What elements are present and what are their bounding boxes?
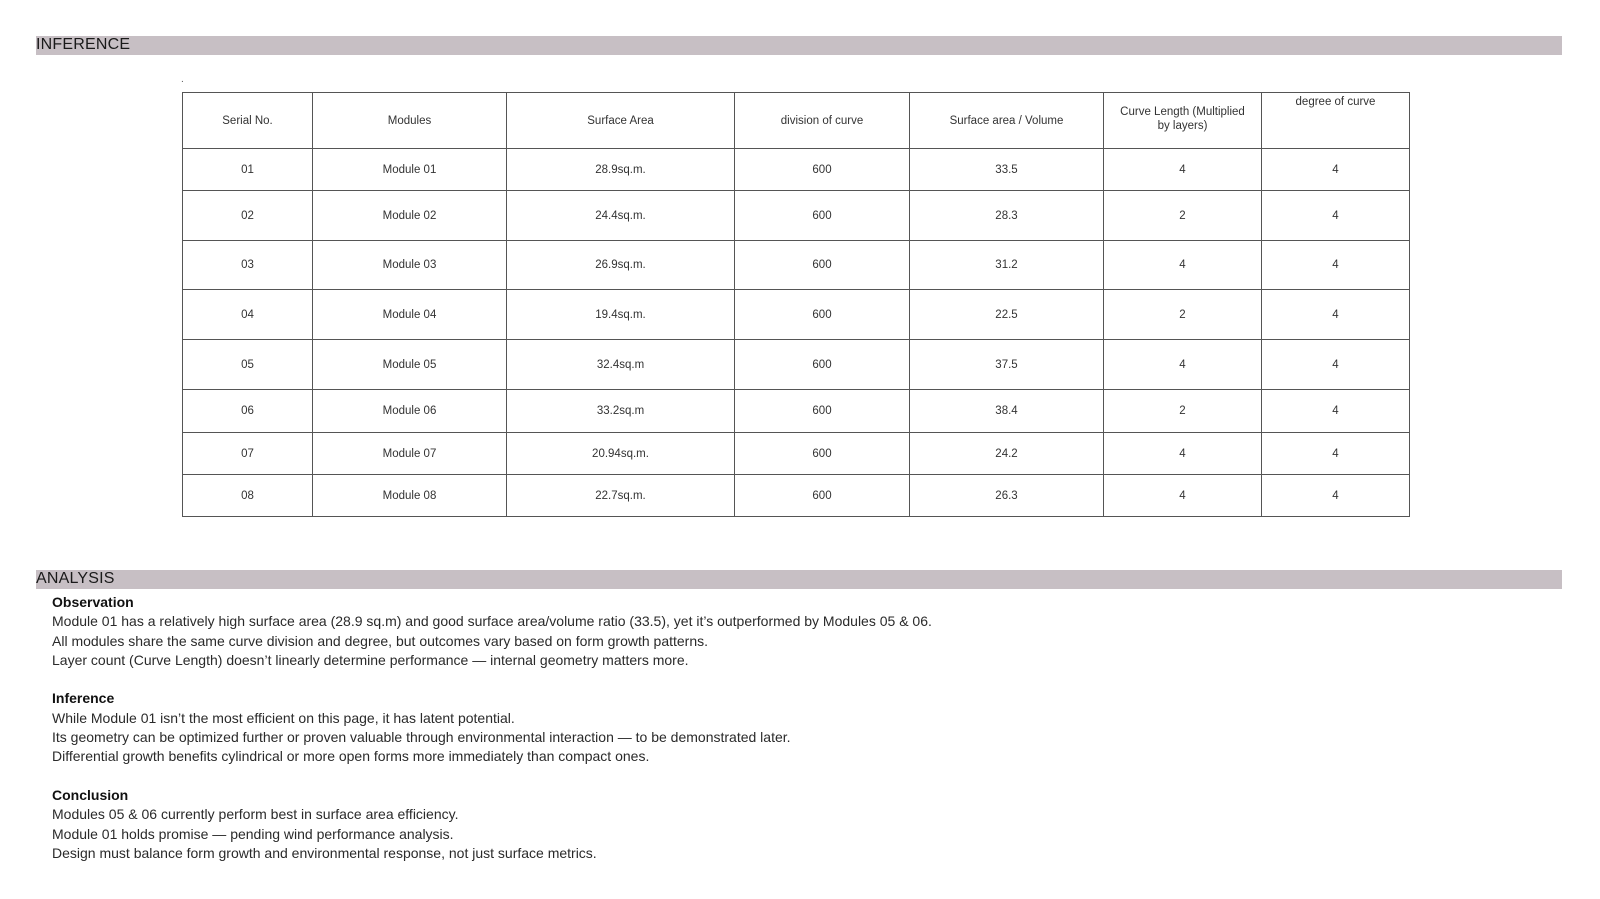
cell-division-of-curve: 600 xyxy=(735,390,910,433)
conclusion-line: Design must balance form growth and environmental response, not just surface metrics. xyxy=(52,844,597,861)
cell-surface-area: 24.4sq.m. xyxy=(507,191,735,241)
conclusion-heading: Conclusion xyxy=(52,786,129,803)
header-serial-no: Serial No. xyxy=(183,93,313,149)
cell-surface-area: 19.4sq.m. xyxy=(507,290,735,340)
cell-division-of-curve: 600 xyxy=(735,340,910,390)
cell-degree-of-curve: 4 xyxy=(1262,475,1410,517)
cell-module: Module 08 xyxy=(313,475,507,517)
header-division-of-curve: division of curve xyxy=(735,93,910,149)
cell-surface-area-volume: 38.4 xyxy=(910,390,1104,433)
cell-curve-length: 4 xyxy=(1104,475,1262,517)
table-row xyxy=(183,433,1410,475)
observation-line: Layer count (Curve Length) doesn’t linearly determine performance — internal geometry matters more. xyxy=(52,651,689,668)
analysis-section-bar xyxy=(36,570,1562,589)
header-curve-length: Curve Length (Multiplied by layers) xyxy=(1104,93,1262,149)
cell-degree-of-curve: 4 xyxy=(1262,390,1410,433)
cell-division-of-curve: 600 xyxy=(735,475,910,517)
table-row xyxy=(183,340,1410,390)
conclusion-block xyxy=(52,786,932,863)
cell-curve-length: 2 xyxy=(1104,290,1262,340)
cell-degree-of-curve: 4 xyxy=(1262,340,1410,390)
table-row xyxy=(183,241,1410,290)
cell-degree-of-curve: 4 xyxy=(1262,149,1410,191)
observation-line: Module 01 has a relatively high surface area (28.9 sq.m) and good surface area/volume ratio (33.5), yet it’s outperformed by Modules 05 & 06. xyxy=(52,613,932,630)
inference-line: Differential growth benefits cylindrical or more open forms more immediately than compact ones. xyxy=(52,748,650,765)
cell-degree-of-curve: 4 xyxy=(1262,433,1410,475)
header-surface-area-volume: Surface area / Volume xyxy=(910,93,1104,149)
cell-serial-no: 08 xyxy=(183,475,313,517)
cell-surface-area: 20.94sq.m. xyxy=(507,433,735,475)
cell-surface-area-volume: 22.5 xyxy=(910,290,1104,340)
inference-line: Its geometry can be optimized further or proven valuable through environmental interaction — to be demonstrated later. xyxy=(52,729,791,746)
cell-serial-no: 02 xyxy=(183,191,313,241)
cell-curve-length: 4 xyxy=(1104,433,1262,475)
cell-serial-no: 06 xyxy=(183,390,313,433)
cell-curve-length: 2 xyxy=(1104,390,1262,433)
cell-curve-length: 4 xyxy=(1104,241,1262,290)
inference-block xyxy=(52,689,932,766)
cell-curve-length: 2 xyxy=(1104,191,1262,241)
cell-serial-no: 03 xyxy=(183,241,313,290)
cell-surface-area: 32.4sq.m xyxy=(507,340,735,390)
inference-section-bar xyxy=(36,36,1562,55)
cell-surface-area-volume: 26.3 xyxy=(910,475,1104,517)
table-row xyxy=(183,475,1410,517)
table-row xyxy=(183,149,1410,191)
table-row xyxy=(183,191,1410,241)
inference-section-title: INFERENCE xyxy=(36,36,131,53)
cell-surface-area-volume: 37.5 xyxy=(910,340,1104,390)
observation-block xyxy=(52,593,932,670)
cell-serial-no: 01 xyxy=(183,149,313,191)
modules-table xyxy=(182,92,1410,517)
cell-surface-area-volume: 28.3 xyxy=(910,191,1104,241)
header-surface-area: Surface Area xyxy=(507,93,735,149)
cell-surface-area: 33.2sq.m xyxy=(507,390,735,433)
cell-serial-no: 07 xyxy=(183,433,313,475)
cell-module: Module 02 xyxy=(313,191,507,241)
cell-degree-of-curve: 4 xyxy=(1262,191,1410,241)
cell-module: Module 07 xyxy=(313,433,507,475)
cell-module: Module 05 xyxy=(313,340,507,390)
cell-surface-area: 28.9sq.m. xyxy=(507,149,735,191)
cell-surface-area-volume: 24.2 xyxy=(910,433,1104,475)
stray-mark: . xyxy=(181,74,184,85)
cell-surface-area-volume: 33.5 xyxy=(910,149,1104,191)
observation-line: All modules share the same curve division and degree, but outcomes vary based on form growth patterns. xyxy=(52,632,709,649)
cell-module: Module 01 xyxy=(313,149,507,191)
cell-division-of-curve: 600 xyxy=(735,241,910,290)
observation-heading: Observation xyxy=(52,594,134,610)
cell-surface-area: 26.9sq.m. xyxy=(507,241,735,290)
table-row xyxy=(183,290,1410,340)
table-header-row xyxy=(183,93,1410,149)
cell-degree-of-curve: 4 xyxy=(1262,290,1410,340)
table-body xyxy=(183,149,1410,517)
inference-heading: Inference xyxy=(52,690,115,707)
inference-line: While Module 01 isn’t the most efficient on this page, it has latent potential. xyxy=(52,709,515,726)
cell-surface-area: 22.7sq.m. xyxy=(507,475,735,517)
cell-module: Module 04 xyxy=(313,290,507,340)
analysis-text xyxy=(52,593,932,882)
cell-division-of-curve: 600 xyxy=(735,149,910,191)
header-modules: Modules xyxy=(313,93,507,149)
conclusion-line: Module 01 holds promise — pending wind performance analysis. xyxy=(52,825,454,842)
cell-serial-no: 05 xyxy=(183,340,313,390)
cell-curve-length: 4 xyxy=(1104,149,1262,191)
header-degree-of-curve: degree of curve xyxy=(1262,93,1410,149)
cell-curve-length: 4 xyxy=(1104,340,1262,390)
cell-serial-no: 04 xyxy=(183,290,313,340)
table-row xyxy=(183,390,1410,433)
analysis-section-title: ANALYSIS xyxy=(36,570,115,587)
cell-degree-of-curve: 4 xyxy=(1262,241,1410,290)
cell-module: Module 06 xyxy=(313,390,507,433)
conclusion-line: Modules 05 & 06 currently perform best in surface area efficiency. xyxy=(52,806,459,823)
cell-surface-area-volume: 31.2 xyxy=(910,241,1104,290)
cell-division-of-curve: 600 xyxy=(735,290,910,340)
cell-division-of-curve: 600 xyxy=(735,433,910,475)
cell-module: Module 03 xyxy=(313,241,507,290)
cell-division-of-curve: 600 xyxy=(735,191,910,241)
